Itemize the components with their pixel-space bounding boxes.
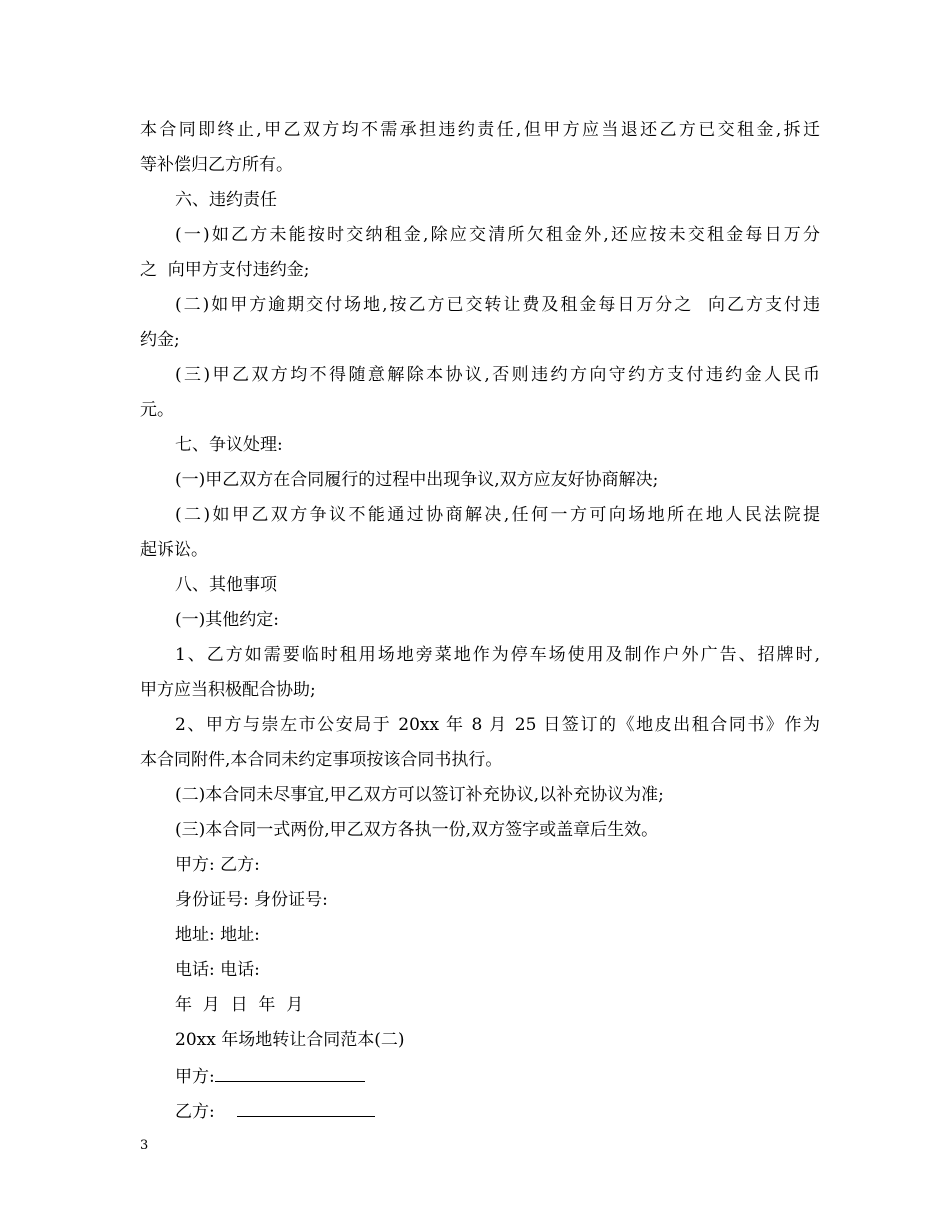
paragraph-line: 元。: [140, 400, 174, 420]
signature-phone-line: 电话: 电话:: [175, 960, 260, 980]
paragraph-line: 本合同附件,本合同未约定事项按该合同书执行。: [140, 750, 503, 770]
paragraph-line: (二)如甲乙双方争议不能通过协商解决,任何一方可向场地所在地人民法院提: [175, 505, 820, 525]
paragraph-line: (一)其他约定:: [175, 610, 279, 630]
party-b-line: [175, 1100, 820, 1122]
signature-date-line: 年 月 日 年 月: [175, 995, 304, 1015]
section-heading-breach: 六、违约责任: [175, 190, 277, 210]
paragraph-line: 约金;: [140, 330, 180, 350]
paragraph-line: 起诉讼。: [140, 540, 208, 560]
party-b-blank: [237, 1100, 375, 1117]
paragraph-line: 1、乙方如需要临时租用场地旁菜地作为停车场使用及制作户外广告、招牌时,: [175, 645, 820, 665]
signature-address-line: 地址: 地址:: [175, 925, 260, 945]
section-heading-dispute: 七、争议处理:: [175, 435, 283, 455]
party-a-line: [175, 1065, 820, 1087]
paragraph-line: (一)甲乙双方在合同履行的过程中出现争议,双方应友好协商解决;: [175, 470, 659, 490]
paragraph-line: (三)本合同一式两份,甲乙双方各执一份,双方签字或盖章后生效。: [175, 820, 659, 840]
paragraph-line: (二)如甲方逾期交付场地,按乙方已交转让费及租金每日万分之 向乙方支付违: [175, 295, 820, 315]
party-a-label: 甲方:: [175, 1067, 215, 1087]
paragraph-line: 等补偿归乙方所有。: [140, 155, 293, 175]
paragraph-line: (一)如乙方未能按时交纳租金,除应交清所欠租金外,还应按未交租金每日万分: [175, 225, 820, 245]
party-a-blank: [215, 1065, 365, 1082]
party-b-label: 乙方:: [175, 1102, 215, 1122]
paragraph-line: (三)甲乙双方均不得随意解除本协议,否则违约方向守约方支付违约金人民币: [175, 365, 820, 385]
paragraph-line: 本合同即终止,甲乙双方均不需承担违约责任,但甲方应当退还乙方已交租金,拆迁: [140, 120, 820, 140]
page-number: 3: [140, 1138, 149, 1153]
second-contract-title: 20xx 年场地转让合同范本(二): [175, 1030, 405, 1050]
paragraph-line: 甲方应当积极配合协助;: [140, 680, 316, 700]
paragraph-line: 2、甲方与崇左市公安局于 20xx 年 8 月 25 日签订的《地皮出租合同书》作为: [175, 715, 820, 735]
section-heading-other: 八、其他事项: [175, 575, 277, 595]
signature-id-line: 身份证号: 身份证号:: [175, 890, 328, 910]
paragraph-line: 之 向甲方支付违约金;: [140, 260, 310, 280]
paragraph-line: (二)本合同未尽事宜,甲乙双方可以签订补充协议,以补充协议为准;: [175, 785, 664, 805]
signature-party-line: 甲方: 乙方:: [175, 855, 260, 875]
